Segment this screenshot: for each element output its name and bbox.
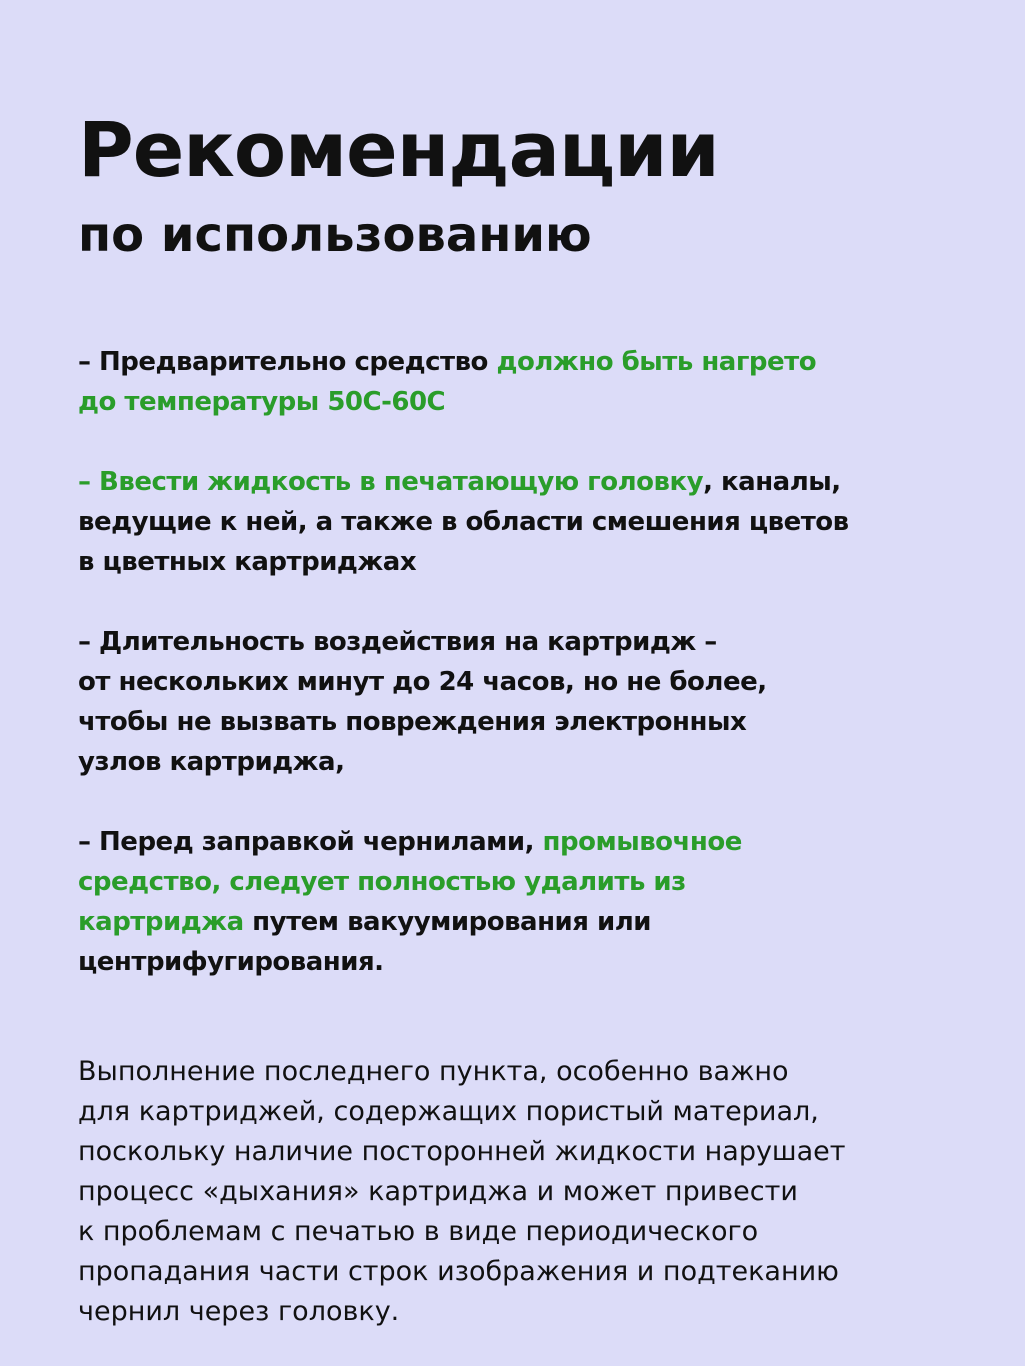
item-text: – Предварительно средство bbox=[78, 347, 497, 377]
item-text: , каналы, bbox=[703, 467, 841, 497]
note-line: поскольку наличие посторонней жидкости нарушает bbox=[78, 1136, 846, 1167]
note-line: к проблемам с печатью в виде периодического bbox=[78, 1216, 759, 1247]
item-text: узлов картриджа, bbox=[78, 747, 345, 777]
page-title: Рекомендации bbox=[78, 105, 719, 194]
item-line bbox=[78, 342, 958, 382]
item-line bbox=[78, 822, 958, 862]
item-highlight: должно быть нагрето bbox=[496, 347, 817, 377]
content bbox=[78, 100, 958, 1332]
item-highlight: до температуры 50С-60С bbox=[78, 387, 446, 417]
item-line bbox=[78, 902, 958, 942]
recommendation-item-1 bbox=[78, 342, 958, 422]
note-line: пропадания части строк изображения и подтеканию bbox=[78, 1256, 839, 1287]
item-highlight: – Ввести жидкость в печатающую головку bbox=[78, 467, 704, 497]
note-line: Выполнение последнего пункта, особенно важно bbox=[78, 1056, 789, 1087]
item-text: от нескольких минут до 24 часов, но не более, bbox=[78, 667, 767, 697]
item-text: путем вакуумирования или bbox=[243, 907, 651, 937]
recommendation-item-3 bbox=[78, 622, 958, 782]
recommendation-item-4 bbox=[78, 822, 958, 982]
item-text: ведущие к ней, а также в области смешения цветов bbox=[78, 507, 849, 537]
item-text: – Длительность воздействия на картридж – bbox=[78, 627, 717, 657]
note-paragraph bbox=[78, 1052, 958, 1332]
note-line: чернил через головку. bbox=[78, 1296, 400, 1327]
item-text: – Перед заправкой чернилами, bbox=[78, 827, 543, 857]
item-text: в цветных картриджах bbox=[78, 547, 417, 577]
page-subtitle: по использованию bbox=[78, 207, 592, 263]
note-line: для картриджей, содержащих пористый материал, bbox=[78, 1096, 819, 1127]
note-line: процесс «дыхания» картриджа и может привести bbox=[78, 1176, 798, 1207]
item-text: центрифугирования. bbox=[78, 947, 384, 977]
recommendation-item-2 bbox=[78, 462, 958, 582]
item-text: чтобы не вызвать повреждения электронных bbox=[78, 707, 747, 737]
item-highlight: промывочное bbox=[542, 827, 742, 857]
item-highlight: картриджа bbox=[78, 907, 244, 937]
item-highlight: средство, следует полностью удалить из bbox=[78, 867, 686, 897]
item-line bbox=[78, 462, 958, 502]
